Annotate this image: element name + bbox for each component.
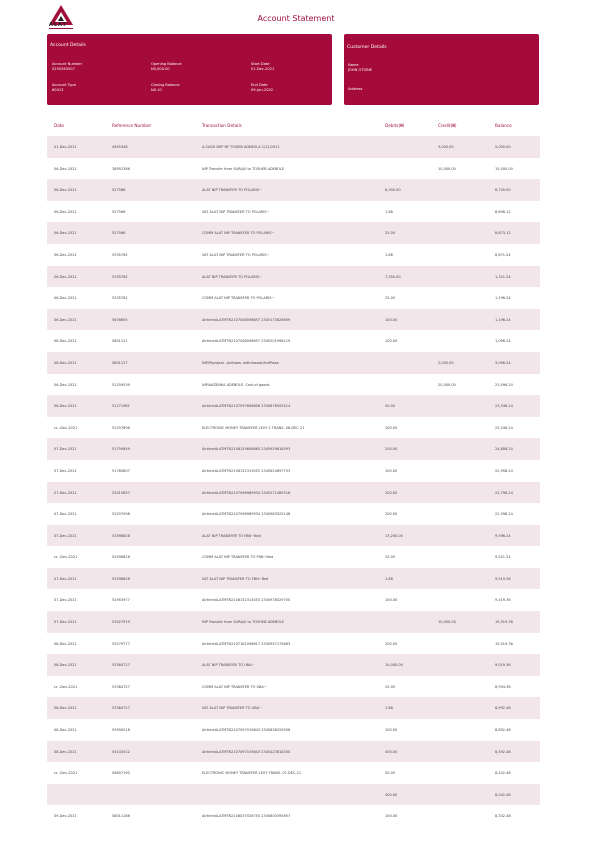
cell-balance: 9,596.24 — [495, 533, 511, 538]
cell-reference: 527566 — [112, 231, 126, 236]
closing-balance-label: Closing Balance — [151, 83, 180, 87]
table-row — [47, 805, 540, 827]
cell-date: 06-Dec-2021 — [54, 317, 77, 322]
cell-details: AirtimeALATMTN2108129808665 2345929818593 — [202, 447, 291, 452]
cell-reference: 5678655 — [112, 317, 128, 322]
cell-balance: 8,671.24 — [495, 252, 511, 257]
cell-reference: 51337896 — [112, 425, 130, 430]
cell-balance: 8,698.12 — [495, 209, 511, 214]
customer-details-heading: Customer Details — [347, 45, 387, 50]
table-row — [47, 503, 540, 525]
table-row — [47, 309, 540, 331]
table-header — [47, 120, 540, 130]
cell-reference: 4955346 — [112, 145, 128, 149]
cell-date: 08-Dec-2021 — [54, 360, 77, 365]
cell-debit: 100.00 — [385, 598, 398, 603]
cell-debit: 25.00 — [385, 231, 396, 236]
cell-date: 07-Dec-2021 — [54, 468, 77, 473]
cell-credit: 3,000.00 — [438, 145, 454, 149]
logo-underline — [49, 28, 73, 29]
customer-address-field — [348, 87, 362, 92]
cell-balance: 8,700.00 — [495, 188, 511, 193]
cell-reference: 5801121 — [112, 339, 128, 344]
cell-reference: 51759849 — [112, 447, 130, 452]
transactions-table — [47, 136, 540, 827]
cell-balance: 1,296.24 — [495, 296, 511, 301]
cell-debit: 50.00 — [385, 404, 396, 409]
cell-date: 01-Dec-2021 — [54, 145, 77, 149]
cell-date: cc -Dec-2021 — [54, 555, 78, 560]
cell-details: ALAT NIP TRANSFER TO UBA~ — [202, 663, 255, 668]
cell-debit: 100.00 — [385, 339, 398, 344]
cell-date: 07-Dec-2021 — [54, 512, 77, 517]
cell-debit: 100.00 — [385, 425, 398, 430]
cell-balance: 1,096.24 — [495, 339, 511, 344]
cell-date: 06-Dec-2021 — [54, 209, 77, 214]
table-row — [47, 762, 540, 784]
cell-details: AirtimeALATMTN2107181098617 2345957175663 — [202, 641, 291, 646]
cell-balance: 1,321.24 — [495, 274, 511, 279]
end-date-value: 09-Jan-2022 — [251, 88, 274, 92]
opening-balance-value: N5,000.00 — [151, 67, 170, 71]
header-credit: Credit(₦) — [438, 123, 457, 128]
cell-debit: 7,350.00 — [385, 274, 401, 279]
page-title: Account Statement — [257, 14, 335, 23]
cell-details: NIP/Paystack -Anifowa- withdrawal/AnifPaaa — [202, 360, 279, 365]
table-row — [47, 330, 540, 352]
cell-reference: 527566 — [112, 188, 126, 193]
cell-debit: 6,300.00 — [385, 188, 401, 193]
cell-details: COMM ALAT NIP TRANSFER TO FBN~Bed — [202, 555, 274, 560]
cell-balance: 1,196.24 — [495, 317, 511, 322]
cell-debit: 1.88 — [385, 576, 393, 581]
cell-reference: 5335762 — [112, 274, 128, 279]
cell-debit: 200.00 — [385, 641, 398, 646]
customer-name-value: JOHN OTOBIE — [348, 68, 373, 72]
table-row — [47, 352, 540, 374]
cell-debit: 1.88 — [385, 209, 393, 214]
cell-date: 06-Dec-2021 — [54, 296, 77, 301]
cell-balance: 19,319.36 — [495, 620, 513, 625]
cell-details: VAT ALAT NIP TRANSFER TO UBA~ — [202, 706, 262, 711]
cell-reference: 52015857 — [112, 490, 130, 495]
cell-balance: 23,346.24 — [495, 404, 513, 409]
cell-date: 06-Dec-2021 — [54, 252, 77, 257]
account-type-label: Account Type — [52, 83, 76, 87]
cell-details: ALAT NIP TRANSFER TO FBN~Bed — [202, 533, 261, 538]
cell-details: VAT ALAT NIP TRANSFER TO FBN~Bed — [202, 576, 269, 581]
table-row — [47, 676, 540, 698]
cell-details: ELECTRONIC MONEY TRANSFER LEVY 2 TRANS. 06-DEC-21 — [202, 425, 305, 430]
table-row — [47, 266, 540, 288]
account-details-heading: Account Details — [50, 43, 86, 48]
cell-details: COMM ALAT NIP TRANSFER TO POLARIS~ — [202, 231, 275, 236]
cell-balance: 5,000.00 — [495, 145, 511, 149]
account-number-label: Account Number — [52, 62, 83, 66]
cell-debit: 25.00 — [385, 555, 396, 560]
cell-details: AirtimeALATMTN2107096989934 2345983525148 — [202, 512, 291, 517]
cell-date: 06-Dec-2021 — [54, 274, 77, 279]
cell-details: AirtimeALATMTN2107008598657 2345201998119 — [202, 339, 291, 344]
customer-name-label: Name — [348, 63, 359, 67]
cell-debit: 200.00 — [385, 512, 398, 517]
cell-debit: 100.00 — [385, 814, 398, 819]
cell-balance: 8,442.48 — [495, 771, 511, 776]
cell-debit: 400.00 — [385, 749, 398, 754]
cell-date: 08-Dec-2021 — [54, 339, 77, 344]
table-row — [47, 417, 540, 439]
account-details-panel — [47, 34, 332, 105]
table-row — [47, 525, 540, 547]
cell-balance: 19,019.36 — [495, 641, 513, 646]
cell-reference: 52598828 — [112, 576, 130, 581]
cell-balance: 8,673.12 — [495, 231, 511, 236]
end-date-label: End Date — [251, 83, 268, 87]
header-balance: Balance — [495, 123, 512, 128]
account-number-field — [52, 62, 82, 72]
cell-details: NIP Transfer from SURAJU to TOSHEB ADEBOLE — [202, 166, 285, 171]
header-date: Date — [54, 123, 65, 128]
cell-reference: 51271981 — [112, 404, 130, 409]
cell-details: ELECTRONIC MONEY TRANSFER LEVY TRANS. 07-DEC-21 — [202, 771, 302, 776]
cell-details: ALAT NIP TRANSFER TO POLARIS~ — [202, 188, 263, 193]
cell-reference: 52598828 — [112, 533, 130, 538]
closing-balance-value: N0.10 — [151, 88, 162, 92]
table-row — [47, 460, 540, 482]
account-type-field — [52, 83, 76, 93]
cell-debit: 200.00 — [385, 447, 398, 452]
start-date-field — [251, 62, 274, 72]
cell-debit: 25.00 — [385, 684, 396, 689]
table-row — [47, 395, 540, 417]
cell-date: 07-Dec-2021 — [54, 447, 77, 452]
cell-reference: 5335762 — [112, 296, 128, 301]
cell-details: AirtimeALATMTN2108132313053 2345624897753 — [202, 468, 291, 473]
cell-reference: 56607190 — [112, 771, 130, 776]
cell-reference: 5801127 — [112, 360, 128, 365]
cell-date: 06-Dec-2021 — [54, 404, 77, 409]
cell-reference: 527566 — [112, 209, 126, 214]
account-number-value: 0255265507 — [52, 67, 75, 71]
cell-credit: 20,000.00 — [438, 382, 456, 387]
cell-balance: 22,798.24 — [495, 490, 513, 495]
header-debits: Debits(₦) — [385, 123, 405, 128]
cell-reference: 52953977 — [112, 598, 130, 603]
cell-date: cc -Dec-2021 — [54, 425, 78, 430]
cell-balance: 24,808.24 — [495, 447, 513, 452]
cell-details: AirtimeALATMTN2108037026755 2345800395857 — [202, 814, 291, 819]
table-row — [47, 719, 540, 741]
cell-debit: 100.00 — [385, 317, 398, 322]
cell-balance: 9,521.24 — [495, 555, 511, 560]
cell-date: 07-Dec-2021 — [54, 576, 77, 581]
cell-balance: 8,992.48 — [495, 706, 511, 711]
cell-details: COMM ALAT NIP TRANSFER TO UBA~ — [202, 684, 267, 689]
cell-credit: 2,050.00 — [438, 360, 454, 365]
end-date-field — [251, 83, 273, 93]
customer-name-field — [348, 63, 372, 73]
table-row — [47, 784, 540, 806]
cell-balance: 9,419.36 — [495, 598, 511, 603]
table-row — [47, 438, 540, 460]
table-row — [47, 654, 540, 676]
cell-balance: 23,096.24 — [495, 382, 513, 387]
cell-date: 07-Dec-2021 — [54, 490, 77, 495]
cell-details: ALAT NIP TRANSFER TO POLARIS~ — [202, 274, 263, 279]
table-row — [47, 179, 540, 201]
cell-reference: 38952386 — [112, 166, 130, 171]
cell-debit: 25.00 — [385, 296, 396, 301]
cell-details: AirtimeALATMTN2107097019843 2345423818330 — [202, 749, 291, 754]
cell-details: VAT ALAT NIP TRANSFER TO POLARIS~ — [202, 252, 270, 257]
cell-credit: 10,000.00 — [438, 166, 456, 171]
closing-balance-field — [151, 83, 180, 93]
cell-debit: 100.00 — [385, 728, 398, 733]
cell-reference: 53384727 — [112, 663, 130, 668]
customer-details-panel — [344, 34, 539, 105]
cell-credit: 10,000.00 — [438, 620, 456, 625]
cell-reference: 52598828 — [112, 555, 130, 560]
cell-debit: 200.00 — [385, 490, 398, 495]
cell-balance: 3,096.24 — [495, 360, 511, 365]
cell-details: AirtimeALATMTN2107097019843 2345838155556 — [202, 728, 291, 733]
cell-details: AirtimeALATMTN2108132313053 2345978529700 — [202, 598, 291, 603]
cell-date: 07-Dec-2021 — [54, 533, 77, 538]
cell-balance: 8,492.48 — [495, 749, 511, 754]
table-row — [47, 611, 540, 633]
table-row — [47, 697, 540, 719]
cell-debit: 10,000.00 — [385, 663, 403, 668]
cell-details: VAT ALAT NIP TRANSFER TO POLARIS~ — [202, 209, 270, 214]
cell-debit: 50.00 — [385, 771, 396, 776]
cell-details: AirtimeALATMTN2107096989934 2345271089318 — [202, 490, 291, 495]
header-details: Transaction Details — [202, 123, 242, 128]
cell-date: 07-Dec-2021 — [54, 598, 77, 603]
table-row — [47, 546, 540, 568]
cell-debit: 1.88 — [385, 252, 393, 257]
table-row — [47, 633, 540, 655]
table-row — [47, 222, 540, 244]
cell-details: NIP Transfer from SURAJU to TOSHEB ADEBOLE — [202, 620, 285, 625]
cell-reference: 52297098 — [112, 512, 130, 517]
cell-reference: 54143012 — [112, 749, 130, 754]
cell-date: 09-Dec-2021 — [54, 814, 77, 819]
table-row — [47, 287, 540, 309]
brand-name: ALAT — [49, 22, 67, 28]
cell-reference: 53590018 — [112, 728, 130, 733]
cell-debit: 1.88 — [385, 706, 393, 711]
cell-balance: 9,019.36 — [495, 663, 511, 668]
cell-reference: 51780807 — [112, 468, 130, 473]
table-row — [47, 158, 540, 180]
table-row — [47, 136, 540, 158]
cell-balance: 15,000.00 — [495, 166, 513, 171]
table-row — [47, 741, 540, 763]
cell-date: 08-Dec-2021 — [54, 663, 77, 668]
start-date-label: Start Date — [251, 62, 270, 66]
cell-date: 08-Dec-2021 — [54, 706, 77, 711]
cell-date: cc -Dec-2021 — [54, 771, 78, 776]
cell-balance: 9,519.36 — [495, 576, 511, 581]
cell-date: 07-Dec-2021 — [54, 620, 77, 625]
account-type-value: 60013 — [52, 88, 64, 92]
cell-date: 06-Dec-2021 — [54, 382, 77, 387]
cell-details: A-CASH DEP BY TOSIEB ADEBOLA 1/12/2021 — [202, 145, 280, 149]
cell-reference: 5335762 — [112, 252, 128, 257]
cell-date: 08-Dec-2021 — [54, 749, 77, 754]
cell-reference: 53384727 — [112, 684, 130, 689]
opening-balance-field — [151, 62, 182, 72]
cell-date: cc -Dec-2021 — [54, 684, 78, 689]
cell-reference: 53027919 — [112, 620, 130, 625]
cell-balance: 8,994.36 — [495, 684, 511, 689]
header-reference: Reference Number — [112, 123, 152, 128]
cell-reference: 53384727 — [112, 706, 130, 711]
cell-details: AirtimeALATMTN2107097608606 2345878505414 — [202, 404, 291, 409]
cell-balance: 22,958.24 — [495, 468, 513, 473]
cell-date: 06-Dec-2021 — [54, 166, 77, 171]
cell-debit: 13,200.00 — [385, 533, 403, 538]
table-row — [47, 482, 540, 504]
opening-balance-label: Opening Balance — [151, 62, 182, 66]
table-row — [47, 589, 540, 611]
cell-details: NIP/AKZENKA ADEBOLE- Cost of goods — [202, 382, 270, 387]
cell-balance: 23,246.24 — [495, 425, 513, 430]
cell-debit: 400.00 — [385, 792, 398, 797]
customer-address-label: Address — [348, 87, 363, 91]
cell-reference: 51259539 — [112, 382, 130, 387]
table-row — [47, 201, 540, 223]
cell-date: 06-Dec-2021 — [54, 231, 77, 236]
cell-details: AirtimeALATMTN2107008598657 2345175826659 — [202, 317, 291, 322]
cell-date: 08-Dec-2021 — [54, 641, 77, 646]
cell-balance: 8,892.48 — [495, 728, 511, 733]
cell-date: 08-Dec-2021 — [54, 728, 77, 733]
table-row — [47, 568, 540, 590]
cell-date: 06-Dec-2021 — [54, 188, 77, 193]
cell-details: COMM ALAT NIP TRANSFER TO POLARIS~ — [202, 296, 275, 301]
cell-balance: 8,042.48 — [495, 792, 511, 797]
start-date-value: 01-Dec-2021 — [251, 67, 275, 71]
cell-reference: 58011186 — [112, 814, 130, 819]
cell-balance: 8,342.48 — [495, 814, 511, 819]
cell-reference: 53279777 — [112, 641, 130, 646]
table-row — [47, 244, 540, 266]
cell-balance: 22,598.24 — [495, 512, 513, 517]
table-row — [47, 374, 540, 396]
cell-debit: 100.00 — [385, 468, 398, 473]
